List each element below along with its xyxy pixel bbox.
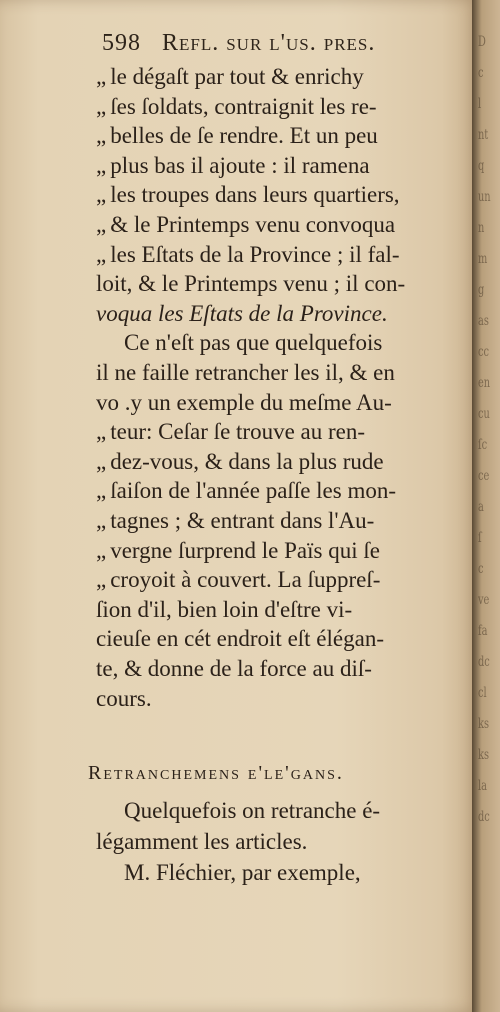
bleed-fragment: g [478,282,485,298]
text-line [96,565,380,594]
text-line [124,328,382,357]
quote-mark: „ [96,567,107,593]
quote-mark: „ [96,241,107,267]
line-text: tagnes ; & entrant dans l'Au- [110,508,375,533]
bleed-fragment: cl [478,685,487,701]
text-line [96,151,370,180]
text-line [96,269,405,298]
quote-mark: „ [96,64,107,89]
text-line [96,121,378,150]
line-text: plus bas il ajoute : il ramena [110,152,370,178]
text-line: M. Fléchier, par exemple, [124,860,361,885]
bleed-fragment: q [478,158,485,174]
text-line [96,476,396,505]
quote-mark: „ [96,152,107,178]
text-line [96,536,380,565]
line-text: dez-vous, & dans la plus rude [110,448,384,474]
text-line [96,210,395,239]
bleed-fragment: ce [478,468,490,484]
text-line [96,447,384,476]
bleed-fragment: fa [478,623,488,639]
quote-mark: „ [96,448,107,474]
quote-mark: „ [96,93,107,119]
running-title: Refl. sur l'us. pres. [162,30,376,56]
page-number: 598 [102,30,141,56]
bleed-fragment: as [478,313,489,329]
quote-mark: „ [96,182,107,208]
text-line: légamment les articles. [96,829,308,854]
quote-mark: „ [96,508,107,533]
bleed-fragment: dc [478,809,490,825]
bleed-fragment: en [478,375,491,391]
bleed-fragment: l [478,96,482,112]
text-line: Quelquefois on retranche é- [124,798,381,823]
text-line [96,595,352,624]
line-text: croyoit à couvert. La ſuppreſ- [110,567,381,593]
line-text: ſion d'il, bien loin d'eſtre vi- [96,596,353,622]
bleed-fragment: ks [478,716,489,732]
bleed-fragment: m [478,251,488,267]
bleed-fragment: la [478,778,487,794]
line-text: cours. [96,685,152,711]
text-line [96,92,377,121]
line-text: les Eſtats de la Province ; il fal- [110,241,400,267]
line-text: Ce n'eſt pas que quelquefois [124,330,383,356]
facing-page-edge [472,0,500,1012]
text-line [96,388,392,417]
bleed-fragment: dc [478,654,490,670]
line-text: cieuſe en cét endroit eſt élégan- [96,626,384,652]
bleed-fragment: cu [478,406,490,422]
text-line [96,506,374,535]
line-text: voqua les Eſtats de la Province. [96,300,388,326]
quote-mark: „ [96,478,107,504]
bleed-fragment: un [478,189,491,205]
bleed-fragment: ſc [478,437,488,453]
quote-mark: „ [96,537,107,563]
text-line [96,240,400,269]
bleed-fragment: D [478,34,486,50]
line-text: le dégaſt par tout & enrichy [110,64,364,89]
line-text: & le Printemps venu convoqua [110,212,396,237]
bleed-fragment: ſ [478,530,482,546]
text-line [96,62,364,91]
line-text: vo .y un exemple du meſme Au- [96,389,392,415]
line-text: il ne faille retrancher les il, & en [96,360,395,385]
bleed-fragment: nt [478,127,489,143]
line-text: belles de ſe rendre. Et un peu [110,123,378,149]
bleed-fragment: ve [478,592,490,608]
quote-mark: „ [96,212,107,237]
line-text: teur: Ceſar ſe trouve au ren- [110,419,366,445]
section-heading: Retranchemens e'le'gans. [88,762,344,784]
text-line [96,624,384,653]
line-text: vergne ſurprend le Païs qui ſe [110,537,380,563]
line-text: ſes ſoldats, contraignit les re- [110,93,377,119]
text-line [96,654,372,683]
running-header [102,30,462,57]
bleed-fragment: a [478,499,484,515]
text-line [96,299,388,328]
bleed-fragment: c [478,561,484,577]
line-text: te, & donne de la force au diſ- [96,656,372,681]
bleed-fragment: c [478,65,484,81]
bleed-fragment: n [478,220,485,236]
quote-mark: „ [96,419,107,445]
line-text: loit, & le Printemps venu ; il con- [96,271,406,297]
bleed-fragment: ks [478,747,489,763]
quote-mark: „ [96,123,107,149]
text-line [96,684,152,713]
line-text: les troupes dans leurs quartiers, [110,182,400,208]
text-line [96,358,395,387]
bleed-fragment: cc [478,344,489,360]
line-text: ſaiſon de l'année paſſe les mon- [110,478,397,504]
text-line [96,180,400,209]
text-line [96,417,365,446]
